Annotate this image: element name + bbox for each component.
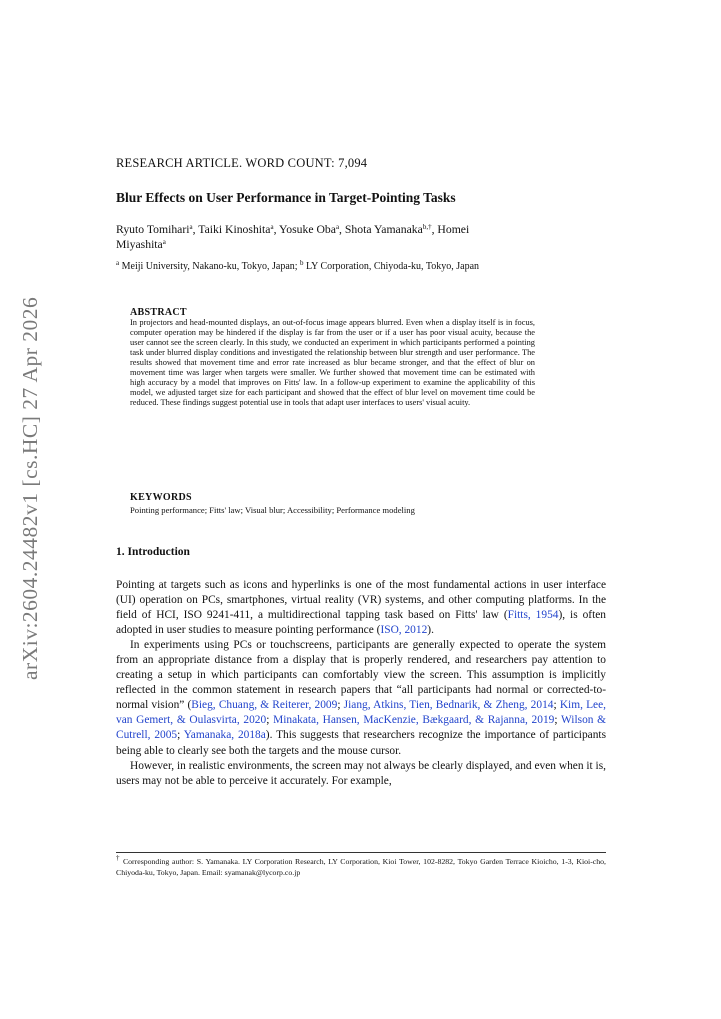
footnote-marker: † xyxy=(116,854,121,862)
author-separator: , xyxy=(273,223,279,236)
author-name: Ryuto Tomihari xyxy=(116,223,190,236)
affiliation-marker: a xyxy=(116,259,120,267)
citation-link[interactable]: Kim, Lee, van Gemert, & Oulasvirta, 2020 xyxy=(116,699,606,727)
author-affiliation-marker: a xyxy=(335,223,340,231)
paragraph-text: However, in realistic environments, the screen may not always be clearly displayed, and even when it is, users may not be able to perceive it accurately. For example, xyxy=(116,759,606,787)
author-separator: , xyxy=(192,223,199,236)
affiliation-text: Meiji University, Nakano-ku, Tokyo, Japan; xyxy=(119,261,301,272)
keywords-text: Pointing performance; Fitts' law; Visual blur; Accessibility; Performance modeling xyxy=(130,505,415,515)
keywords-heading: KEYWORDS xyxy=(130,492,192,503)
citation-link[interactable]: Minakata, Hansen, MacKenzie, Bækgaard, & Rajanna, 2019 xyxy=(273,714,555,727)
author-line xyxy=(116,223,469,236)
footnote xyxy=(116,856,606,878)
author-list xyxy=(116,222,606,252)
paragraph-text: ; xyxy=(337,699,344,712)
citation-link[interactable]: Wilson & Cutrell, 2005 xyxy=(116,714,607,742)
paragraph xyxy=(116,638,606,758)
paragraph-text: ; xyxy=(554,714,562,727)
author-affiliation-marker: a xyxy=(189,223,193,231)
citation-link[interactable]: ISO, 2012 xyxy=(380,624,428,637)
author-name: Shota Yamanaka xyxy=(344,223,423,236)
paragraph-text: In experiments using PCs or touchscreens, participants are generally expected to operate the system from an appropriate distance from a display that is properly rendered, and researchers pay attention to creating a setup in which participants can comfortably view the screen. This assumption is implicitly reflected in the common statement in research papers that “all participants had normal or corrected-to-normal vision” ( xyxy=(116,639,606,712)
citation-link[interactable]: Fitts, 1954 xyxy=(507,609,559,622)
citation-link[interactable]: Bieg, Chuang, & Reiterer, 2009 xyxy=(191,699,338,712)
paragraph-text: ), is often adopted in user studies to measure pointing performance ( xyxy=(116,609,606,637)
paragraph-text: ; xyxy=(266,714,274,727)
affiliation-marker: b xyxy=(300,259,304,267)
section-heading-introduction: 1. Introduction xyxy=(116,546,190,558)
author-affiliation-marker: b,† xyxy=(422,223,432,231)
paragraph-text: ; xyxy=(553,699,560,712)
abstract-text: In projectors and head-mounted displays, an out-of-focus image appears blurred. Even when a display itself is in focus, computer operation may be hindered if the display is far from the user or if a user has poor visual acuity, because the user cannot see the screen clearly. In this study, we conducted an experiment in which participants performed a pointing task under blurred display conditions and investigated the relationship between blur strength and user performance. The results showed that movement time and error rate increased as blur became stronger, and that the effect of blur on movement time was larger when targets were smaller. We further showed that movement time can be estimated with high accuracy by a model that improves on Fitts' law. In a follow-up experiment to examine the applicability of this model, we adjusted target size for each participant and showed that the effect of blur level on movement time could be reduced. These findings suggest potential use in tools that adapt user interfaces to users' visual acuity. xyxy=(130,318,535,408)
article-type-header: RESEARCH ARTICLE. WORD COUNT: 7,094 xyxy=(116,156,368,170)
abstract-section xyxy=(130,307,535,408)
citation-link[interactable]: Jiang, Atkins, Tien, Bednarik, & Zheng, 2014 xyxy=(343,699,554,712)
introduction-body xyxy=(116,578,606,789)
paragraph-text: ). This suggests that researchers recognize the importance of participants being able to clearly see both the targets and the mouse cursor. xyxy=(116,729,607,757)
arxiv-identifier: arXiv:2604.24482v1 [cs.HC] 27 Apr 2026 xyxy=(18,296,42,680)
footnote-text: Corresponding author: S. Yamanaka. LY Corporation Research, LY Corporation, Kioi Tower, 102-8282, Tokyo Garden Terrace Kioicho, 1-3, Kioi-cho, Chiyoda-ku, Tokyo, Japan. Email: syamanak@lycorp.co.jp xyxy=(116,857,606,877)
author-name: Homei xyxy=(437,223,470,236)
paragraph-text: Pointing at targets such as icons and hyperlinks is one of the most fundamental actions in user interface (UI) operation on PCs, smartphones, virtual reality (VR) systems, and other computing platforms. In the field of HCI, ISO 9241-411, a multidirectional tapping task based on Fitts' law ( xyxy=(116,579,606,622)
author-name: Taiki Kinoshita xyxy=(198,223,271,236)
author-affiliation-marker: a xyxy=(270,223,274,231)
author-affiliation-marker: a xyxy=(162,238,166,246)
paragraph-text: ). xyxy=(427,624,434,637)
footnote-divider xyxy=(116,852,606,853)
paragraph xyxy=(116,578,606,638)
author-separator: , xyxy=(431,223,438,236)
paragraph-text: ; xyxy=(177,729,184,742)
author-separator: , xyxy=(339,223,345,236)
author-name: Miyashita xyxy=(116,238,163,251)
affiliation-text: LY Corporation, Chiyoda-ku, Tokyo, Japan xyxy=(303,261,480,272)
paragraph xyxy=(116,759,606,789)
author-name: Yosuke Oba xyxy=(279,223,336,236)
affiliations xyxy=(116,261,606,272)
paper-title: Blur Effects on User Performance in Target-Pointing Tasks xyxy=(116,190,456,205)
abstract-heading: ABSTRACT xyxy=(130,307,187,318)
citation-link[interactable]: Yamanaka, 2018a xyxy=(183,729,266,742)
